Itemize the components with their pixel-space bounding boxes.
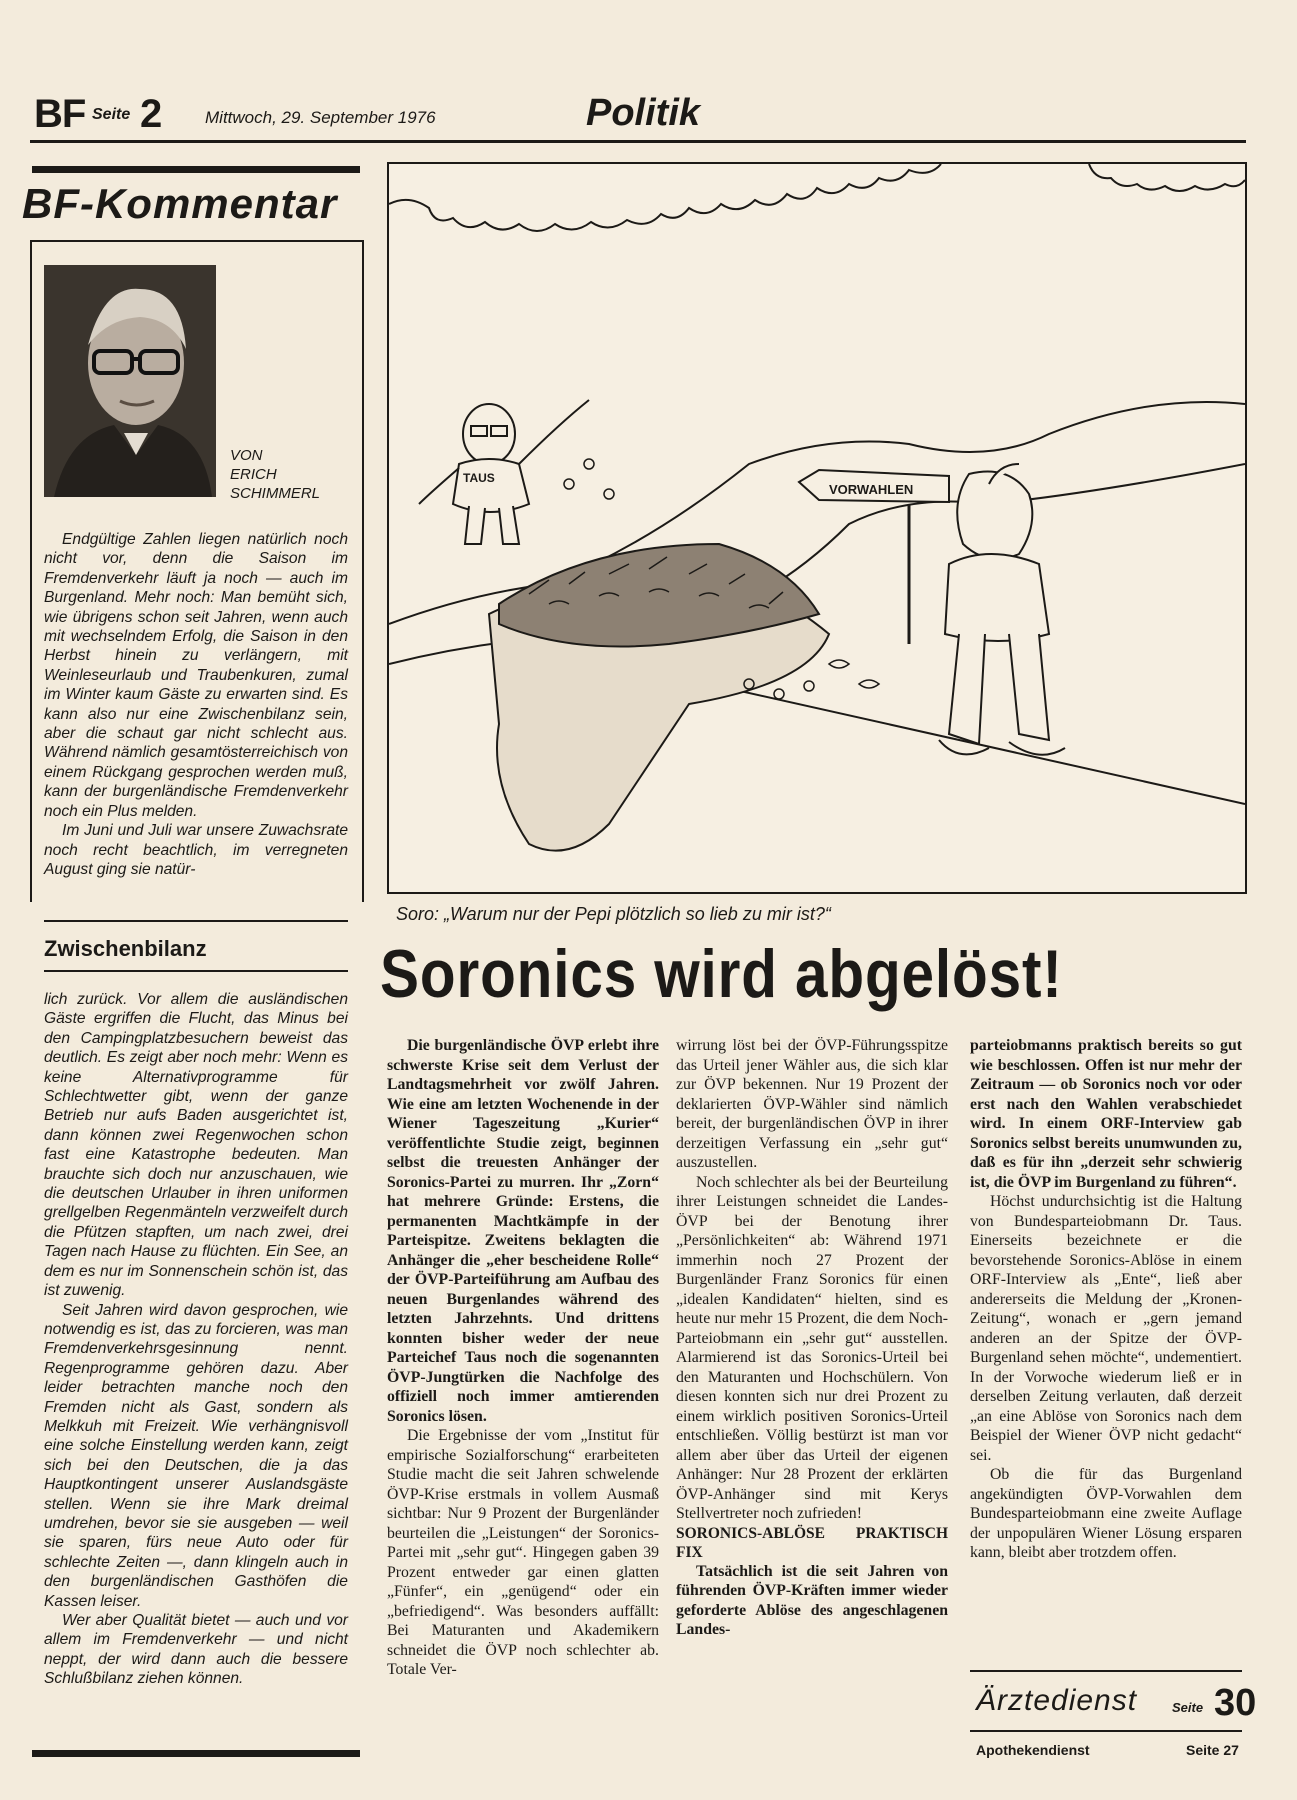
apothekendienst-label: Apothekendienst [976,1742,1090,1758]
kommentar-subhead: Zwischenbilanz [44,936,207,961]
cloud-icon [389,164,941,231]
aerztedienst-seite-label: Seite [1172,1700,1204,1715]
article-paragraph: Noch schlechter als bei der Beurteilung ihrer Leistungen schneidet die Landes-ÖVP bei der Benotung ihrer „Persönlichkeiten“ ab: Während 1971 immerhin noch 27 Prozent der Burgenländer Franz Soronics für einen „idealen Kandidaten“ hielten, sind es heute nur mehr 15 Prozent, die dem Noch-Parteiobmann ein „sehr gut“ ausstellen. Alarmierend ist das Soronics-Urteil bei den Maturanten und Hochschülern. Von diesen konnten sich nur drei Prozent zu einem wirklich positiven Soronics-Urteil entschließen. Völlig bestürzt ist man vor allem aber über das Urteil der eigenen Anhänger: Nur 28 Prozent der erklärten ÖVP-Anhänger sind mit Kerys Stellvertreter noch zufrieden! [676,1173,948,1522]
article-paragraph: Die Ergebnisse der vom „Institut für empirische Sozialforschung“ erarbeiteten Studie macht die seit Jahren schwelende ÖVP-Krise erstmals in vollem Ausmaß sichtbar: Nur 9 Prozent der Burgenländer beurteilen die „Leistungen“ der Soronics-Partei mit „sehr gut“. Hingegen gaben 39 Prozent entweder gar einen glatten „Fünfer“, ein „genügend“ oder ein „befriedigend“. Was besonders auffällt: Bei Maturanten und Akademikern schneidet die ÖVP noch schlechter ab. Totale Ver- [387,1427,659,1678]
byline-last-name: SCHIMMERL [230,485,321,502]
header-rule [30,140,1246,143]
kommentar-body-bottom [44,990,348,1689]
issue-date: Mittwoch, 29. September 1976 [205,108,436,127]
kommentar-paragraph: Wer aber Qualität bietet — auch und vor allem im Fremdenverkehr — und nicht neppt, der wird dann auch die bessere Schlußbilanz ziehen können. [44,1612,348,1688]
article-column-1 [387,1036,659,1680]
kommentar-top-rule [32,166,360,173]
kommentar-title: BF-Kommentar [22,180,338,227]
cartoon-caption: Soro: „Warum nur der Pepi plötzlich so lieb zu mir ist?“ [396,904,831,924]
byline-von: VON [230,447,263,464]
byline [230,446,320,503]
kommentar-paragraph: Im Juni und Juli war unsere Zuwachsrate noch recht beachtlich, im verregneten August ging sie natür- [44,822,348,878]
cloud-icon [1089,164,1245,191]
article-column-2 [676,1036,948,1640]
subhead-rule-bottom [44,970,348,972]
article-paragraph: Tatsächlich ist die seit Jahren von führenden ÖVP-Kräften immer wieder geforderte Ablöse des angeschlagenen Landes- [676,1562,948,1638]
aerztedienst-label: Ärztedienst [976,1684,1138,1717]
kommentar-body-top [44,530,348,879]
article-paragraph: Ob die für das Burgenland angekündigten ÖVP-Vorwahlen dem Bundesparteiobmann eine zweite Auflage der unpopulären Wiener Lösung ersparen kann, bleibt aber trotzdem offen. [970,1466,1242,1561]
newspaper-logo: BF [34,92,86,136]
kommentar-bottom-rule [32,1750,360,1757]
kommentar-paragraph: lich zurück. Vor allem die ausländischen Gäste ergriffen die Flucht, das Minus bei den Campingplatzbesuchern beweist das deutlich. Es zeigt aber noch mehr: Wenn es keine Alternativprogramme für Schlechtwetter gibt, wenn der ganze Betrieb nur aufs Baden ausgerichtet ist, dann können zwei Regenwochen schon fast eine Katastrophe bedeuten. Man brauchte sich doch nur anzuschauen, wie die deutschen Urlauber in ihren uniformen grellgelben Regenmänteln verzweifelt durch die Pfützen stapften, um nach zwei, drei Tagen nach Hause zu flüchten. Ein See, an dem es nur im Sonnenschein schön ist, das ist zuwenig. [44,991,348,1300]
article-paragraph: Höchst undurchsichtig ist die Haltung von Bundesparteiobmann Dr. Taus. Einerseits bezeichnete er die bevorstehende Soronics-Ablöse in einem ORF-Interview als „Ente“, ließ aber andererseits die Meldung der „Kronen-Zeitung“, wonach er „gern jemand anderen an der Spitze der ÖVP-Burgenland sehen möchte“, undementiert. In der Vorwoche wiederum ließ er in derselben Zeitung verlauten, daß derzeit „an eine Ablöse von Soronics nach dem Beispiel der Wiener ÖVP nicht gedacht“ sei. [970,1193,1242,1464]
page-number: 2 [140,92,163,136]
apothekendienst-page: Seite 27 [1186,1742,1239,1758]
article-lead: Die burgenländische ÖVP erlebt ihre schwerste Krise seit dem Verlust der Landtagsmehrheit vor zwölf Jahren. Wie eine am letzten Wochenende in der Wiener Tageszeitung „Kurier“ veröffentlichte Studie zeigt, beginnen selbst die treuesten Anhänger der Soronics-Partei zu murren. Ihr „Zorn“ hat mehrere Gründe: Erstens, die permanenten Machtkämpfe in der Parteispitze. Zweitens beklagten die Anhänger die „eher bescheidene Rolle“ der ÖVP-Parteiführung am Aufbau des neuen Burgenlandes während des letzten Jahrzehnts. Und drittens konnten bisher weder der neue Parteichef Taus noch die sogenannten ÖVP-Jungtürken die Nachfolge des offiziell noch immer amtierenden Soronics lösen. [387,1037,659,1425]
services-rule [970,1670,1242,1672]
article-paragraph: wirrung löst bei der ÖVP-Führungsspitze das Urteil jener Wähler aus, die sich klar zur ÖVP bekennen. Nur 19 Prozent der deklarierten ÖVP-Wähler sind nämlich bereit, der burgenländischen ÖVP in ihrer derzeitigen Verfassung ein „sehr gut“ auszustellen. [676,1037,948,1171]
article-headline: Soronics wird abgelöst! [380,936,1063,1012]
aerztedienst-page: 30 [1214,1682,1257,1724]
article-paragraph: parteiobmanns praktisch bereits so gut wie beschlossen. Offen ist nur mehr der Zeitraum — ob Soronics noch vor oder erst nach den Wahlen verabschiedet wird. In einem ORF-Interview gab Soronics selbst bereits unumwunden zu, daß es für ihn „derzeit sehr schwierig ist, die ÖVP im Burgenland zu führen“. [970,1037,1242,1191]
byline-first-name: ERICH [230,466,277,483]
political-cartoon [387,162,1247,894]
subhead-rule [44,920,348,922]
article-column-3 [970,1036,1242,1563]
kommentar-paragraph: Seit Jahren wird davon gesprochen, wie notwendig es ist, das zu forcieren, was man Fremdenverkehrsgesinnung nennt. Regenprogramme gehören dazu. Aber leider betrachten manche noch den Fremden nicht als Gast, sondern als Melkkuh mit Freizeit. Wie verhängnisvoll eine solche Einstellung werden kann, zeigt sich bei den Deutschen, die ja das Hauptkontingent unserer Auslandsgäste stellen. Wenn sie ihre Mark dreimal umdrehen, bevor sie sie ausgeben — weil sie sparen, fürs neue Auto oder für schlechte Zeiten —, dann klingeln auch in den burgenländischen Gasthöfen die Kassen leiser. [44,1301,348,1610]
page-label: Seite [92,106,131,123]
author-photo [44,265,216,497]
signpost-label: VORWAHLEN [829,482,914,497]
jacket-label: TAUS [463,471,495,485]
section-title: Politik [586,92,701,134]
services-rule-bottom [970,1730,1242,1732]
article-subhead: SORONICS-ABLÖSE PRAKTISCH FIX [676,1524,948,1561]
kommentar-paragraph: Endgültige Zahlen liegen natürlich noch nicht vor, denn die Saison im Fremdenverkehr läuft ja noch — auch im Burgenland. Mehr noch: Man bemüht sich, wie übrigens schon seit Jahren, wenn auch mit wechselndem Erfolg, die Saison in den Herbst hinein zu verlängern, mit Weinleseurlaub und Traubenkuren, zumal im Winter kaum Gäste zu erwarten sind. Es kann also nur eine Zwischenbilanz sein, aber die schaut gar nicht schlecht aus. Während nämlich gesamtösterreichisch von einem Rückgang gesprochen werden muß, kann der burgenländische Fremdenverkehr noch ein Plus melden. [44,531,348,820]
